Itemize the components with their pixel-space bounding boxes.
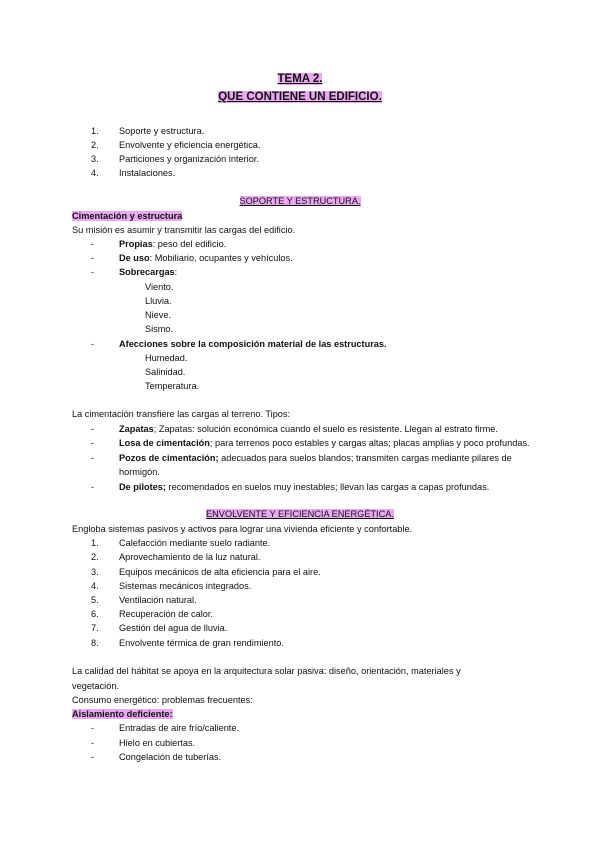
index-item-2: 2. Envolvente y eficiencia energética. [91,140,261,150]
calidad-line-2: vegetación. [72,681,119,691]
bullet-losa: - Losa de cimentación; para terrenos poco estables y cargas altas; placas amplias y poco profundas. [91,438,530,448]
consumo-line: Consumo energético: problemas frecuentes: [72,695,253,705]
s2-item-5: 5. Ventilación natural. [91,595,197,605]
sobre-item-1: Viento. [145,282,174,292]
afec-item-1: Humedad. [145,353,188,363]
title-line-1: TEMA 2. [277,73,323,85]
s2-item-7: 7. Gestión del agua de lluvia. [91,623,228,633]
subheading-aislamiento: Aislamiento deficiente: [72,709,173,719]
ais-item-2: - Hielo en cubiertas. [91,738,196,748]
ais-item-3: - Congelación de tuberías. [91,752,222,762]
bullet-sobrecargas: - Sobrecargas: [91,267,178,277]
bullet-propias: - Propias: peso del edificio. [91,239,227,249]
afec-item-2: Salinidad. [145,367,186,377]
bullet-pozos: - Pozos de cimentación; adecuados para suelos blandos; transmiten cargas mediante pilares de [91,453,512,463]
title-line-2: QUE CONTIENE UN EDIFICIO. [218,91,382,103]
calidad-line-1: La calidad del hábitat se apoya en la arquitectura solar pasiva: diseño, orientación, materiales y [72,666,461,676]
bullet-pilotes: - De pilotes; recomendados en suelos muy inestables; llevan las cargas a capas profundas. [91,482,490,492]
sobre-item-4: Sismo. [145,324,174,334]
bullet-pozos-cont: hormigón. [119,467,160,477]
bullet-afecciones: - Afecciones sobre la composición material de las estructuras. [91,339,387,349]
index-item-1: 1. Soporte y estructura. [91,126,205,136]
s1-intro: Su misión es asumir y transmitir las cargas del edificio. [72,225,296,235]
section-heading-envolvente: ENVOLVENTE Y EFICIENCIA ENERGÉTICA. [206,509,394,519]
s2-item-6: 6. Recuperación de calor. [91,609,213,619]
subheading-cimentacion: Cimentación y estructura [72,211,183,221]
ais-item-1: - Entradas de aire frío/caliente. [91,723,240,733]
index-item-3: 3. Particiones y organización interior. [91,154,259,164]
sobre-item-2: Lluvia. [145,296,172,306]
s2-item-1: 1. Calefacción mediante suelo radiante. [91,538,271,548]
index-item-4: 4. Instalaciones. [91,168,176,178]
s2-item-3: 3. Equipos mecánicos de alta eficiencia para el aire. [91,567,321,577]
bullet-zapatas: - Zapatas; Zapatas: solución económica cuando el suelo es resistente. Llegan al estrato firme. [91,424,498,434]
s2-item-8: 8. Envolvente térmica de gran rendimiento. [91,638,284,648]
bullet-de-uso: - De uso: Mobiliario, ocupantes y vehículos. [91,253,293,263]
afec-item-3: Temperatura. [145,381,200,391]
section-heading-soporte: SOPORTE Y ESTRUCTURA. [239,196,361,206]
s2-item-2: 2. Aprovechamiento de la luz natural. [91,552,261,562]
s2-item-4: 4. Sistemas mecánicos integrados. [91,581,252,591]
cimentacion-intro: La cimentación transfiere las cargas al terreno. Tipos: [72,409,291,419]
s2-intro: Engloba sistemas pasivos y activos para lograr una vivienda eficiente y confortable. [72,524,413,534]
sobre-item-3: Nieve. [145,310,172,320]
